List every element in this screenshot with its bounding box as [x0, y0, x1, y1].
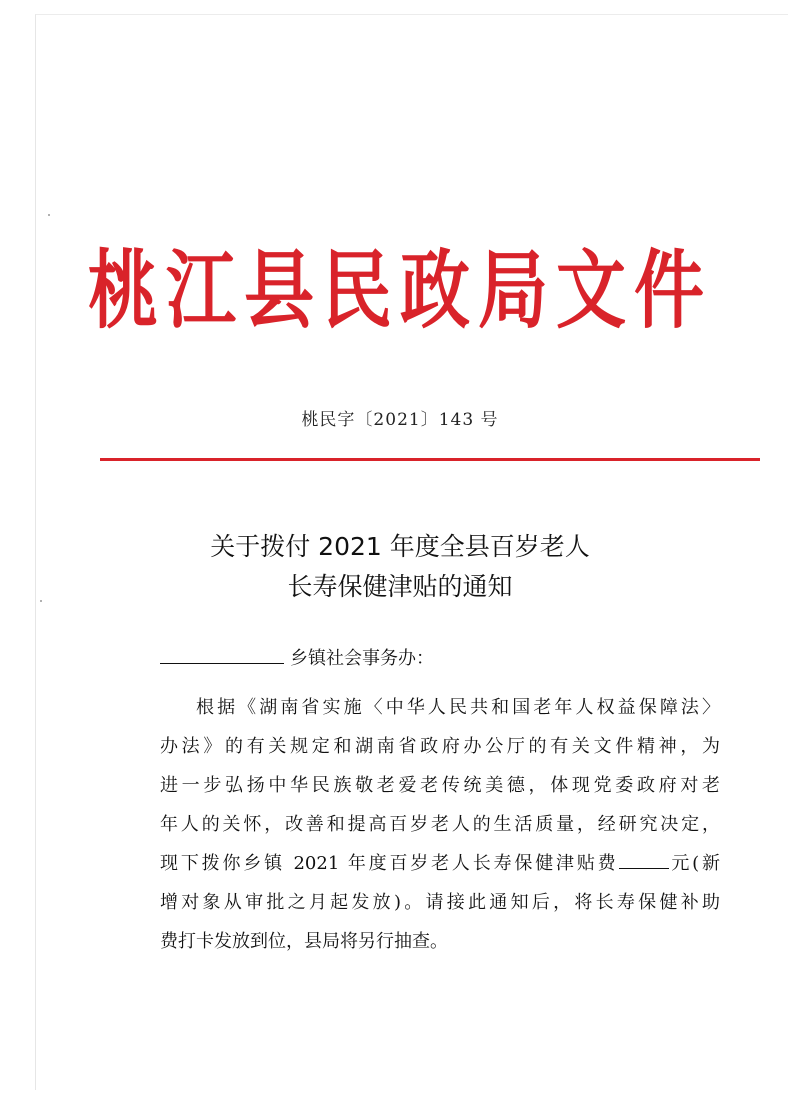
- recipient-blank: [160, 663, 284, 664]
- body-line: 费打卡发放到位，县局将另行抽查。: [160, 931, 448, 952]
- notice-title-line-2: 长寿保健津贴的通知: [287, 572, 513, 601]
- body-line: 办法》的有关规定和湖南省政府办公厅的有关文件精神，为: [160, 736, 720, 757]
- body-line: 年人的关怀，改善和提高百岁老人的生活质量，经研究决定，: [160, 814, 720, 835]
- body-line: 进一步弘扬中华民族敬老爱老传统美德，体现党委政府对老: [160, 775, 720, 796]
- amount-suffix: 元(新: [668, 853, 721, 874]
- amount-blank: [619, 850, 669, 869]
- body-line: 根据《湖南省实施〈中华人民共和国老年人权益保障法〉: [196, 697, 720, 718]
- body-line-amount: [160, 844, 720, 883]
- amount-prefix: 现下拨你乡镇 2021 年度百岁老人长寿保健津贴费: [160, 853, 619, 874]
- body-line: 增对象从审批之月起发放)。请接此通知后，将长寿保健补助: [160, 892, 720, 913]
- salutation-text: 乡镇社会事务办：: [290, 648, 434, 669]
- document-header-title: 桃江县民政局文件: [88, 239, 712, 341]
- notice-title-line-1: 关于拨付 2021 年度全县百岁老人: [210, 532, 590, 561]
- red-separator-line: [100, 458, 760, 461]
- scan-speck: [48, 214, 50, 216]
- notice-title: [0, 527, 800, 607]
- notice-body: [160, 688, 720, 961]
- salutation: [160, 644, 434, 670]
- document-number: 桃民字〔2021〕143 号: [301, 410, 499, 430]
